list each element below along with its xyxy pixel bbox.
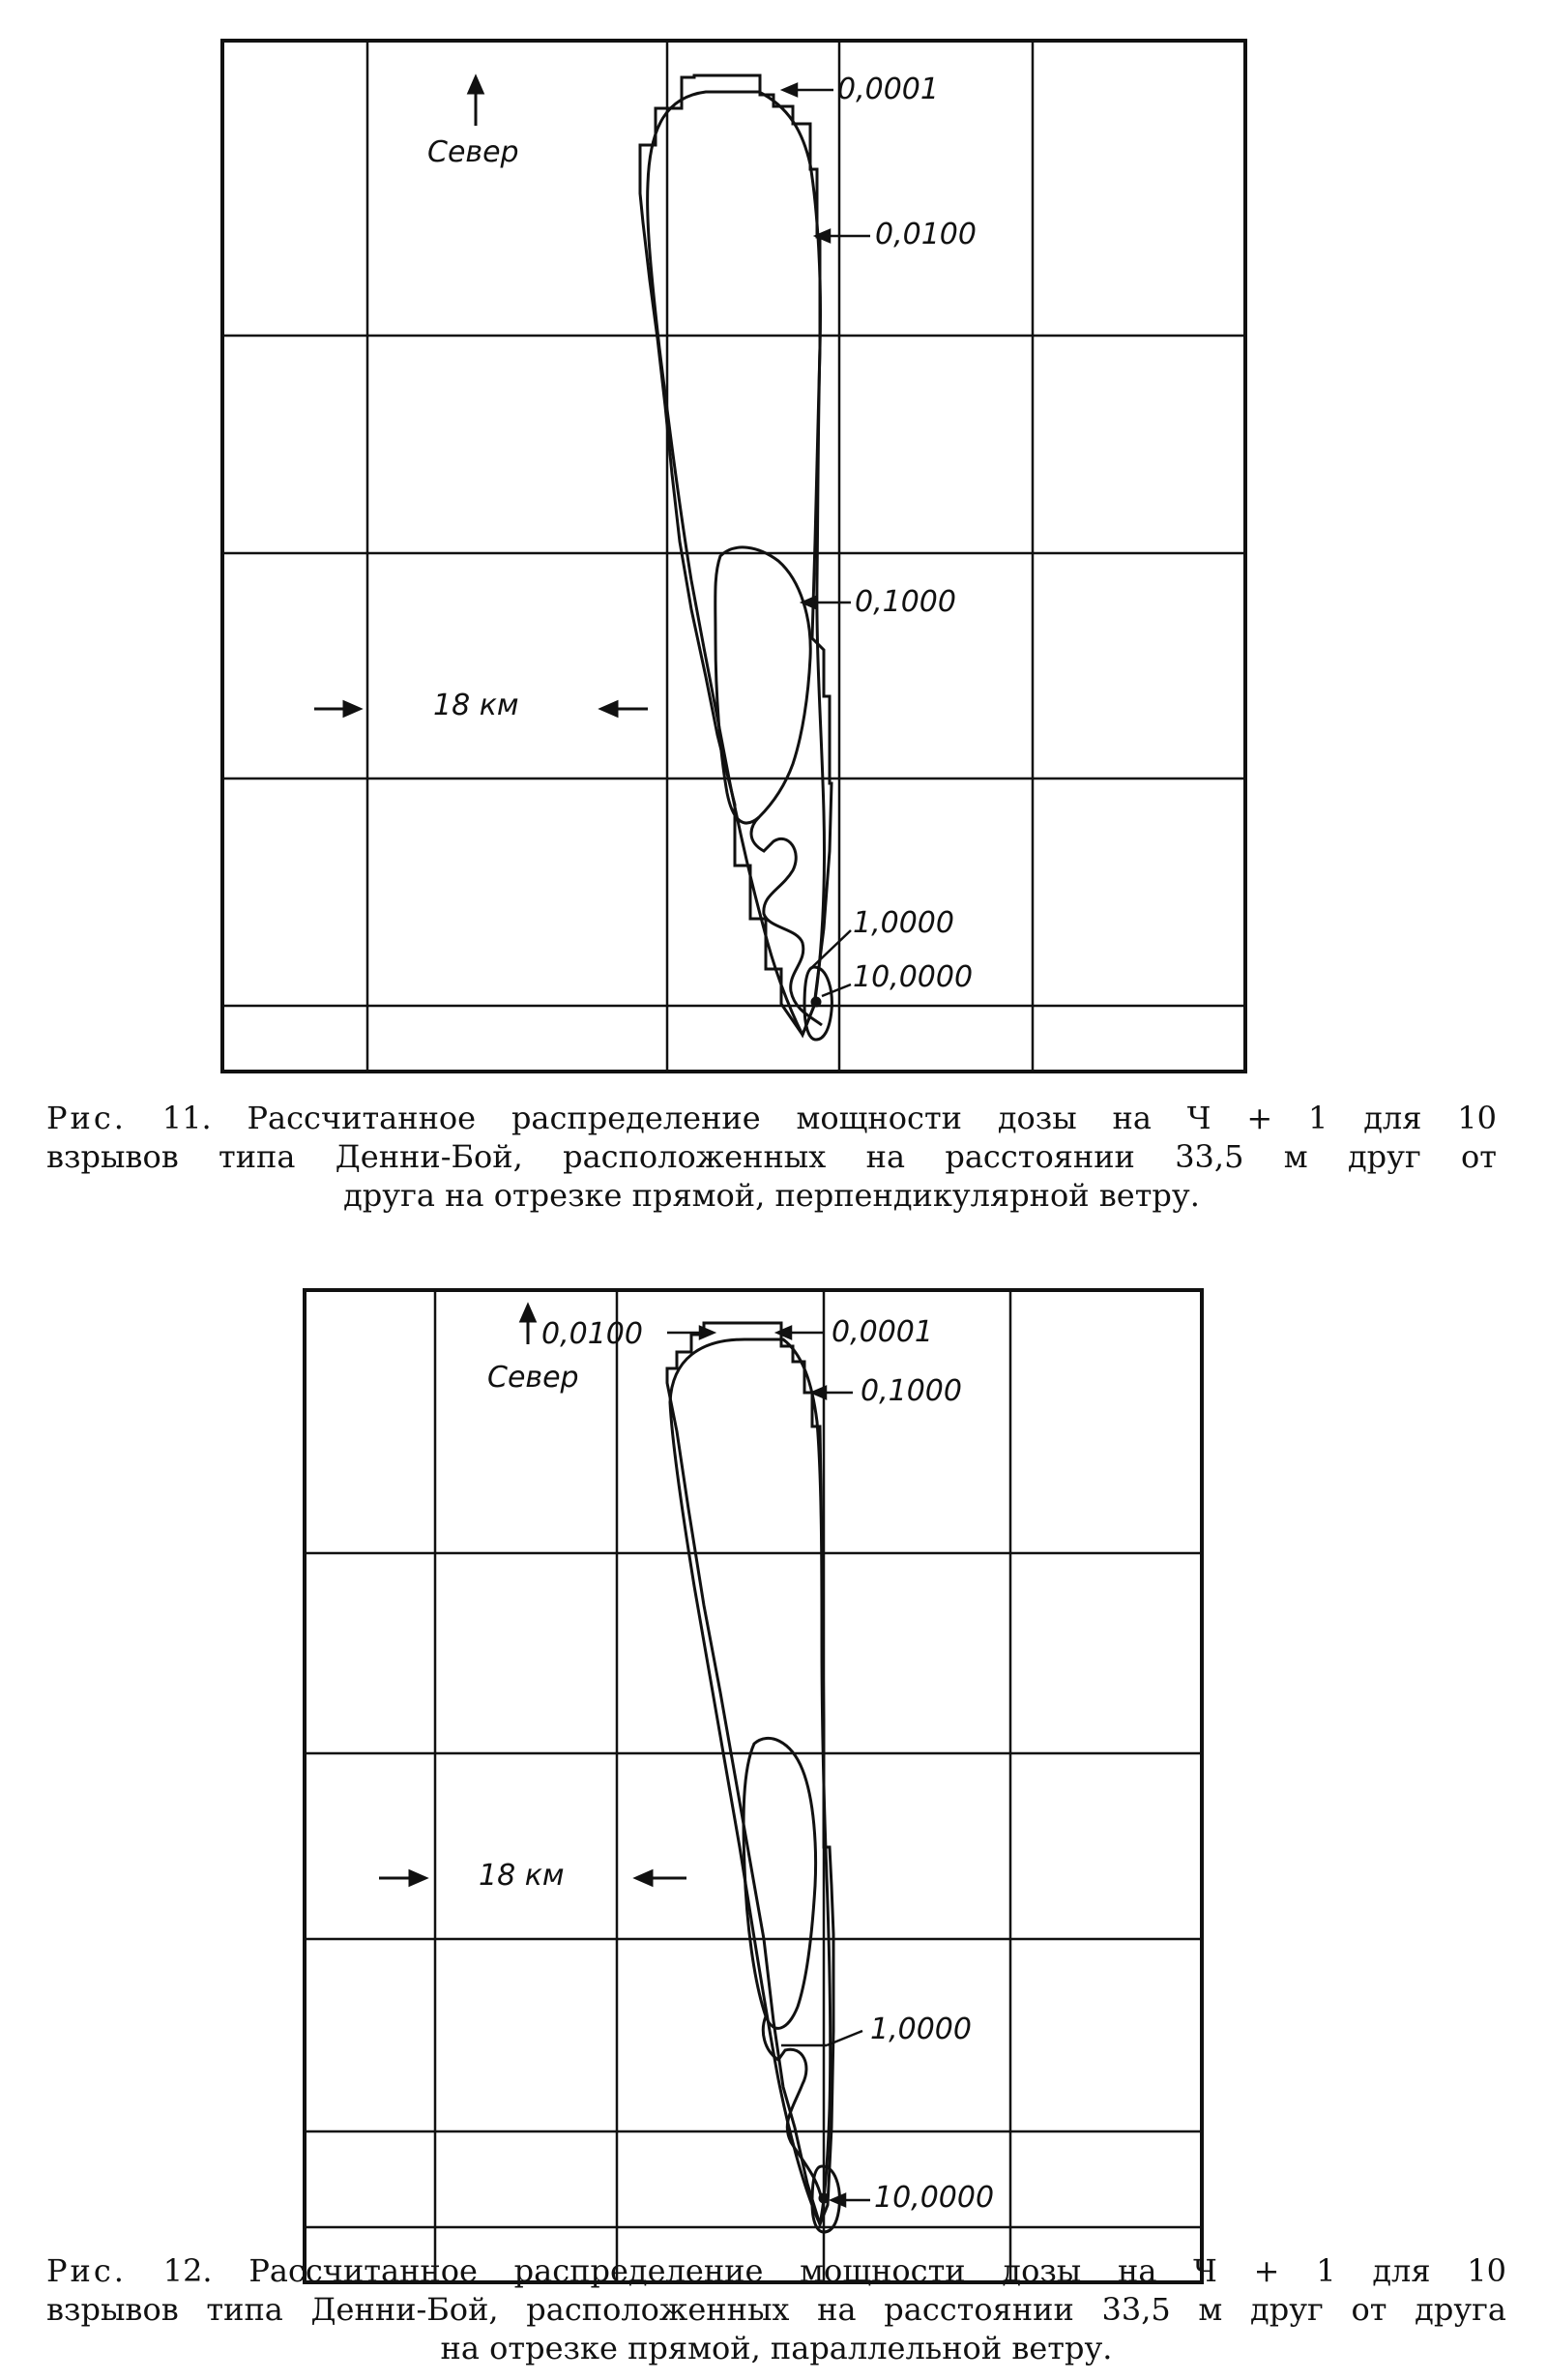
figure-11-caption	[46, 1099, 1497, 1215]
figure-12-scale-label: 18 км	[479, 1859, 565, 1893]
figure-11-label-0001: 0,0001	[837, 73, 939, 106]
figure-11-label-1000: 0,1000	[855, 585, 956, 619]
figure-12-north-arrow	[521, 1306, 535, 1344]
figure-12-plot	[0, 1257, 1547, 2224]
figure-11-caption-line3: друга на отрезке прямой, перпендикулярной ветру.	[343, 1177, 1200, 1214]
figure-11-frame	[222, 41, 1245, 1072]
figure-11-caption-line1: 11. Рассчитанное распределение мощности дозы на Ч + 1 для 10	[161, 1100, 1498, 1136]
figure-12-label-0001: 0,0001	[832, 1315, 933, 1349]
figure-11-scale-label: 18 км	[433, 689, 519, 722]
figure-11-label-100000: 10,0000	[853, 960, 974, 994]
figure-12	[0, 1257, 1547, 2224]
figure-12-caption	[46, 2251, 1506, 2367]
figure-11-caption-prefix: Рис.	[46, 1100, 127, 1136]
figure-12-leaders	[667, 1327, 870, 2206]
figure-12-caption-line3: на отрезке прямой, параллельной ветру.	[440, 2330, 1113, 2366]
figure-12-caption-line2: взрывов типа Денни-Бой, расположенных на расстоянии 33,5 м друг от друга	[46, 2291, 1506, 2328]
figure-12-caption-line1: 12. Рассчитанное распределение мощности дозы на Ч + 1 для 10	[162, 2252, 1506, 2289]
figure-12-caption-prefix: Рис.	[46, 2252, 127, 2289]
figure-12-label-100000: 10,0000	[874, 2181, 995, 2215]
figure-12-label-1000: 0,1000	[861, 1374, 962, 1408]
figure-11-north-label: Север	[427, 135, 519, 169]
figure-12-isoline-0001	[667, 1323, 833, 2224]
figure-12-grid	[305, 1290, 1202, 2282]
figure-12-label-0100: 0,0100	[541, 1317, 643, 1351]
figure-11-grid	[222, 41, 1245, 1072]
figure-12-frame	[305, 1290, 1202, 2282]
figure-11-north-arrow	[469, 77, 482, 126]
figure-11-isoline-0100	[648, 92, 825, 1035]
figure-11-label-0100: 0,0100	[875, 218, 977, 251]
figure-11-source-point	[812, 998, 820, 1006]
figure-11-caption-line2: взрывов типа Денни-Бой, расположенных на расстоянии 33,5 м друг от	[46, 1138, 1497, 1175]
figure-12-label-10000: 1,0000	[870, 2013, 972, 2046]
figure-12-source-point	[820, 2194, 828, 2202]
figure-11-isoline-0001	[640, 75, 832, 1035]
figure-11-label-10000: 1,0000	[853, 906, 954, 940]
figure-12-north-label: Север	[487, 1361, 579, 1395]
